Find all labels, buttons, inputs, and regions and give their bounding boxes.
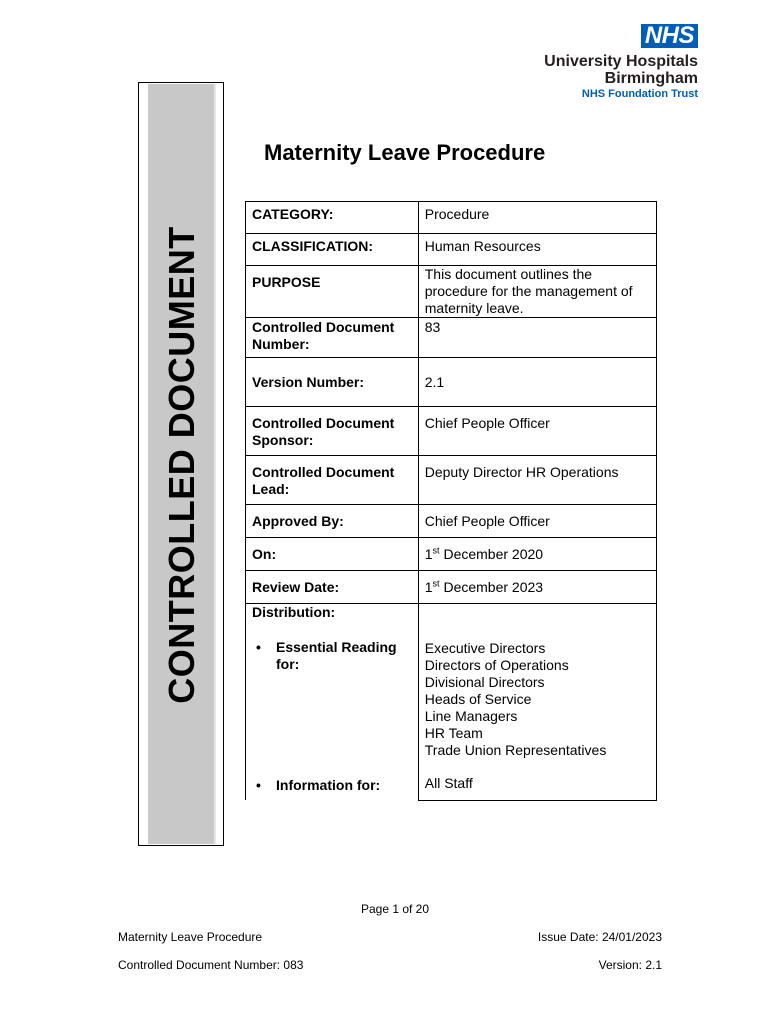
essential-reading-item <box>252 639 412 673</box>
footer-version: Version: 2.1 <box>598 958 662 972</box>
list-item: Trade Union Representatives <box>424 742 607 758</box>
table-row <box>246 202 657 234</box>
essential-reading-list <box>425 640 650 759</box>
table-row <box>246 538 657 571</box>
approved-on-suffix: st <box>432 544 440 555</box>
bullet: • <box>256 639 261 655</box>
list-item: Heads of Service <box>424 691 532 707</box>
classification-label: CLASSIFICATION: <box>246 234 419 266</box>
essential-reading-label: Essential Reading for: <box>276 639 397 672</box>
review-date-date: December 2023 <box>439 578 544 595</box>
category-value: Procedure <box>418 202 656 234</box>
purpose-label: PURPOSE <box>246 266 419 318</box>
controlled-document-banner: CONTROLLED DOCUMENT <box>161 226 202 704</box>
category-label: CATEGORY: <box>246 202 419 234</box>
table-row <box>246 358 657 407</box>
list-item: Executive Directors <box>424 640 546 656</box>
page-number: Page 1 of 20 <box>360 902 430 916</box>
list-item: Line Managers <box>424 708 518 724</box>
approved-on-day: 1 <box>424 545 433 562</box>
review-date-label: Review Date: <box>246 571 419 604</box>
information-for-item <box>252 777 412 796</box>
list-item: HR Team <box>424 725 483 741</box>
doc-number-label: Controlled Document Number: <box>246 318 419 358</box>
logo-org-type: NHS Foundation Trust <box>581 88 698 100</box>
distribution-cell <box>246 604 419 801</box>
approved-on-label: On: <box>246 538 419 571</box>
sponsor-label: Controlled Document Sponsor: <box>246 407 419 456</box>
logo-org-city: Birmingham <box>604 70 698 87</box>
review-date-suffix: st <box>432 577 440 588</box>
table-row <box>246 505 657 538</box>
list-item: Divisional Directors <box>424 674 545 690</box>
approved-by-value: Chief People Officer <box>418 505 656 538</box>
doc-number-value: 83 <box>418 318 656 358</box>
review-date-day: 1 <box>424 578 433 595</box>
list-item: Directors of Operations <box>424 657 569 673</box>
nhs-badge: NHS <box>641 24 698 48</box>
table-row <box>246 456 657 505</box>
version-label: Version Number: <box>246 358 419 407</box>
distribution-values <box>418 604 656 801</box>
table-row <box>246 604 657 801</box>
logo-org-name: University Hospitals <box>544 53 698 70</box>
nhs-logo <box>518 24 698 101</box>
table-row <box>246 234 657 266</box>
page-title: Maternity Leave Procedure <box>264 140 546 165</box>
footer-document-title: Maternity Leave Procedure <box>118 930 263 944</box>
information-for-label: Information for: <box>276 777 381 793</box>
footer-document-number: Controlled Document Number: 083 <box>118 958 304 972</box>
bullet: • <box>256 777 261 793</box>
approved-on-value <box>418 538 656 571</box>
sponsor-value: Chief People Officer <box>418 407 656 456</box>
approved-by-label: Approved By: <box>246 505 419 538</box>
review-date-value <box>418 571 656 604</box>
classification-value: Human Resources <box>418 234 656 266</box>
information-for-value: All Staff <box>424 775 473 791</box>
distribution-label: Distribution: <box>252 604 336 620</box>
table-row <box>246 266 657 318</box>
footer-issue-date: Issue Date: 24/01/2023 <box>537 930 662 944</box>
version-value: 2.1 <box>418 358 656 407</box>
lead-value: Deputy Director HR Operations <box>418 456 656 505</box>
document-info-table <box>245 201 657 801</box>
purpose-value: This document outlines the procedure for the management of maternity leave. <box>418 266 656 318</box>
table-row <box>246 318 657 358</box>
table-row <box>246 571 657 604</box>
approved-on-date: December 2020 <box>439 545 544 562</box>
lead-label: Controlled Document Lead: <box>246 456 419 505</box>
table-row <box>246 407 657 456</box>
